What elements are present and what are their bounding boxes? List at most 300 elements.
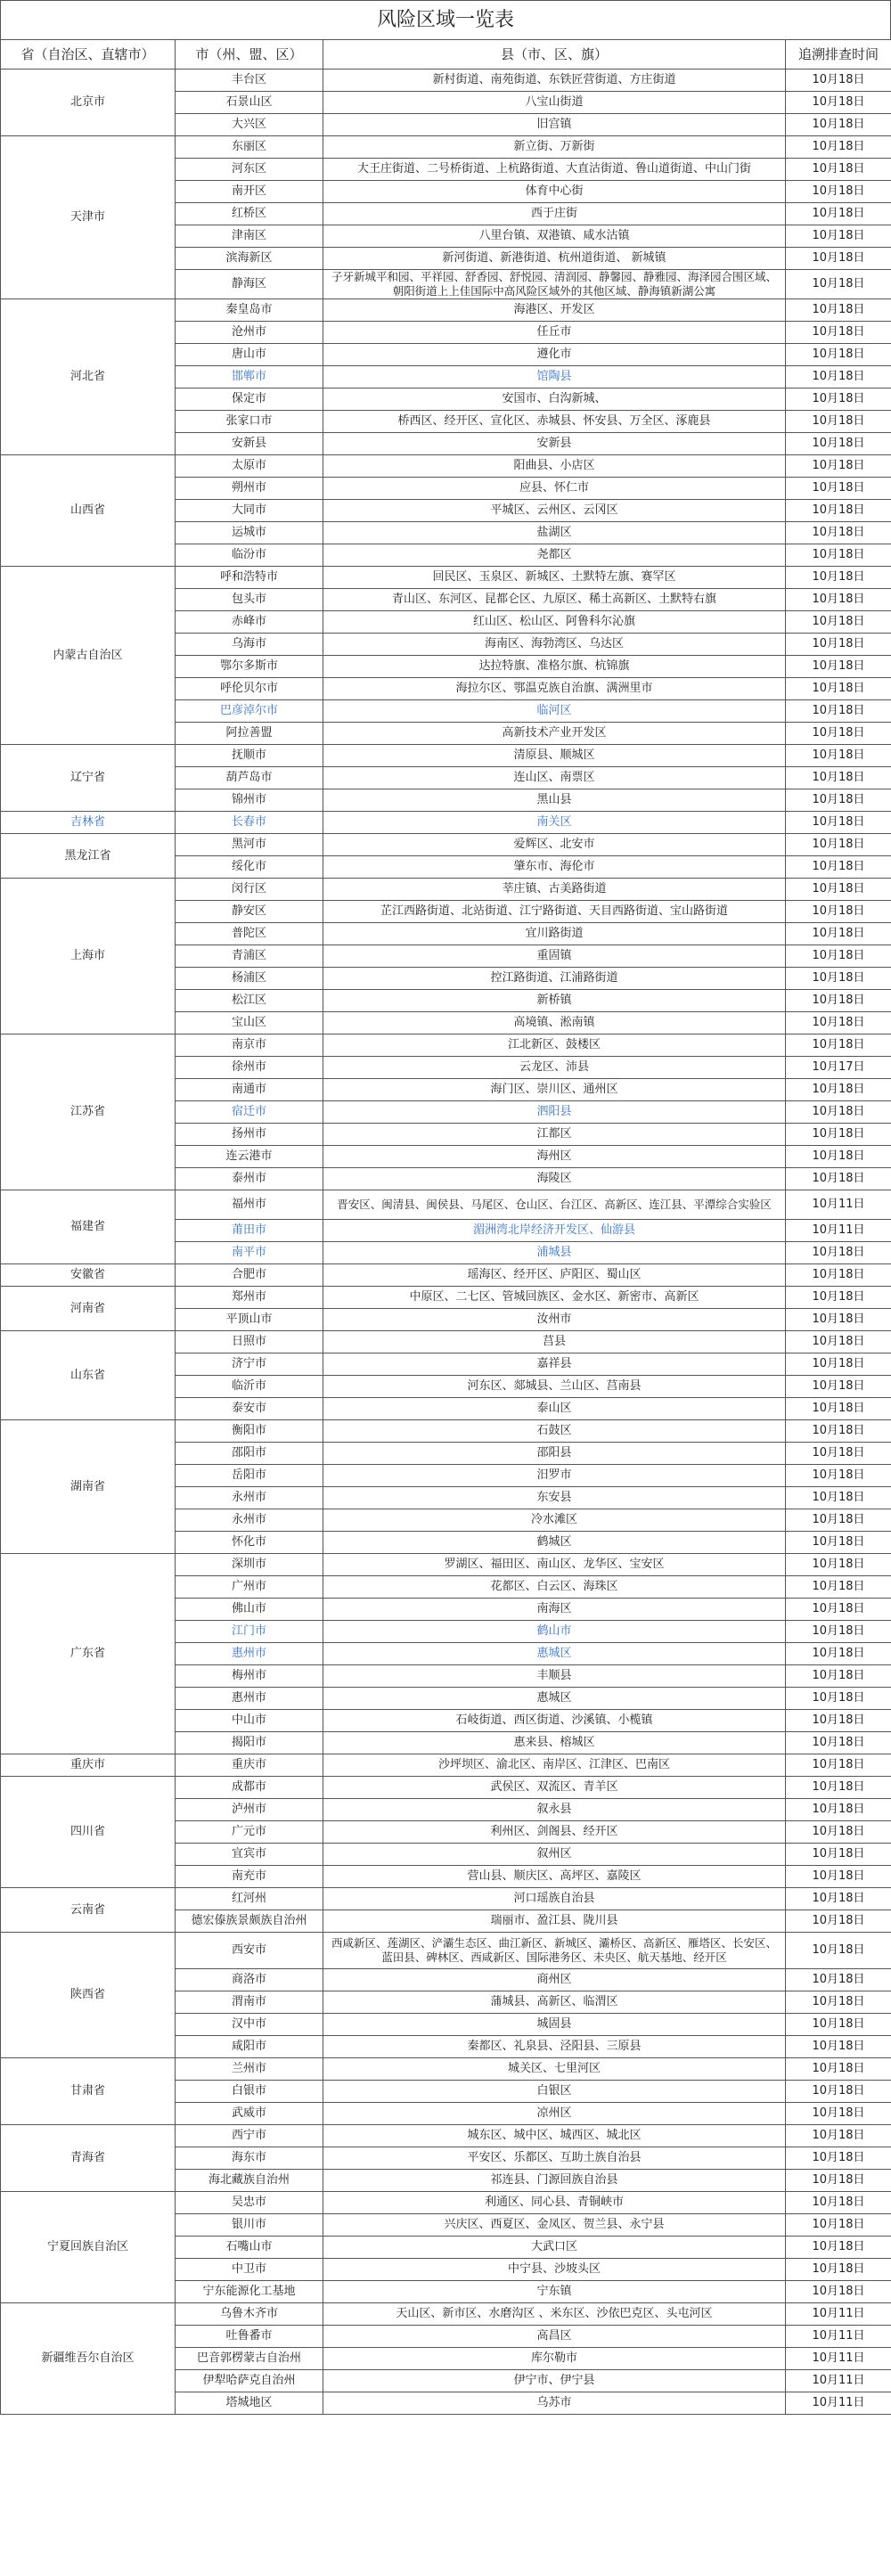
date-cell: 10月18日 [786,1124,891,1146]
date-cell: 10月18日 [786,856,891,879]
province-cell: 云南省 [1,1888,176,1933]
county-cell: 武侯区、双流区、青羊区 [323,1777,786,1799]
city-cell: 太原市 [176,455,323,478]
city-cell: 南京市 [176,1034,323,1057]
city-cell: 宝山区 [176,1012,323,1034]
city-cell: 中卫市 [176,2259,323,2281]
city-cell: 呼和浩特市 [176,567,323,589]
county-cell: 祁连县、门源回族自治县 [323,2170,786,2192]
date-cell: 10月18日 [786,2281,891,2303]
date-cell: 10月11日 [786,2370,891,2392]
city-cell: 运城市 [176,522,323,544]
date-cell: 10月18日 [786,1665,891,1688]
county-cell: 控江路街道、江浦路街道 [323,968,786,990]
table-body [1,70,891,2415]
county-cell: 惠来县、榕城区 [323,1732,786,1754]
city-cell: 广州市 [176,1576,323,1599]
date-cell: 10月18日 [786,411,891,433]
city-cell: 朔州市 [176,478,323,500]
city-cell: 葫芦岛市 [176,767,323,789]
date-cell: 10月18日 [786,1101,891,1124]
date-cell: 10月18日 [786,968,891,990]
date-cell: 10月18日 [786,1732,891,1754]
date-cell: 10月18日 [786,1821,891,1844]
date-cell: 10月18日 [786,901,891,923]
province-cell: 甘肃省 [1,2058,176,2125]
province-cell: 广东省 [1,1554,176,1754]
date-cell: 10月18日 [786,1933,891,1969]
table-row [1,299,891,322]
county-cell: 丰顺县 [323,1665,786,1688]
county-cell: 乌苏市 [323,2392,786,2415]
county-cell: 海港区、开发区 [323,299,786,322]
province-cell: 天津市 [1,136,176,299]
date-cell: 10月18日 [786,388,891,411]
date-cell: 10月18日 [786,1331,891,1353]
county-cell: 平城区、云州区、云冈区 [323,500,786,522]
city-cell: 邯郸市 [176,366,323,388]
city-cell: 绥化市 [176,856,323,879]
county-cell: 连山区、南票区 [323,767,786,789]
date-cell: 10月18日 [786,745,891,767]
province-cell: 福建省 [1,1190,176,1264]
date-cell: 10月18日 [786,114,891,136]
county-cell: 中宁县、沙坡头区 [323,2259,786,2281]
date-cell: 10月18日 [786,723,891,745]
date-cell: 10月18日 [786,159,891,181]
table-row [1,2192,891,2214]
city-cell: 岳阳市 [176,1465,323,1487]
date-cell: 10月18日 [786,2147,891,2170]
city-cell: 静安区 [176,901,323,923]
table-row [1,812,891,834]
table-row [1,1190,891,1220]
city-cell: 抚顺市 [176,745,323,767]
county-cell: 叙永县 [323,1799,786,1821]
risk-area-table [0,39,891,2415]
county-cell: 花都区、白云区、海珠区 [323,1576,786,1599]
date-cell: 10月11日 [786,1220,891,1242]
city-cell: 宁东能源化工基地 [176,2281,323,2303]
city-cell: 衡阳市 [176,1420,323,1443]
date-cell: 10月18日 [786,1532,891,1554]
county-cell: 西咸新区、莲湖区、浐灞生态区、曲江新区、新城区、灞桥区、高新区、雁塔区、长安区、蓝田县、碑林区、西咸新区、国际港务区、未央区、航天基地、经开区 [323,1933,786,1969]
city-cell: 红河州 [176,1888,323,1910]
date-cell: 10月18日 [786,1688,891,1710]
date-cell: 10月18日 [786,1012,891,1034]
county-cell: 阳曲县、小店区 [323,455,786,478]
province-cell: 辽宁省 [1,745,176,812]
province-cell: 北京市 [1,70,176,136]
table-row [1,2303,891,2326]
county-cell: 营山县、顺庆区、高坪区、嘉陵区 [323,1866,786,1888]
province-cell: 陕西省 [1,1933,176,2058]
city-cell: 黑河市 [176,834,323,856]
city-cell: 松江区 [176,990,323,1012]
city-cell: 宿迁市 [176,1101,323,1124]
date-cell: 10月11日 [786,2348,891,2370]
county-cell: 西于庄街 [323,203,786,225]
city-cell: 包头市 [176,589,323,611]
county-cell: 青山区、东河区、昆都仑区、九原区、稀土高新区、土默特右旗 [323,589,786,611]
city-cell: 郑州市 [176,1287,323,1309]
city-cell: 乌海市 [176,634,323,656]
date-cell: 10月18日 [786,1509,891,1532]
date-cell: 10月18日 [786,1398,891,1420]
date-cell: 10月18日 [786,1888,891,1910]
county-cell: 新河街道、新港街道、杭州道街道、 新城镇 [323,248,786,270]
city-cell: 青浦区 [176,945,323,968]
county-cell: 晋安区、闽清县、闽侯县、马尾区、仓山区、台江区、高新区、连江县、平潭综合实验区 [323,1190,786,1220]
county-cell: 尧都区 [323,544,786,567]
city-cell: 泰安市 [176,1398,323,1420]
date-cell: 10月18日 [786,1264,891,1287]
date-cell: 10月11日 [786,1190,891,1220]
city-cell: 怀化市 [176,1532,323,1554]
date-cell: 10月18日 [786,1643,891,1665]
date-cell: 10月18日 [786,299,891,322]
county-cell: 南海区 [323,1599,786,1621]
date-cell: 10月18日 [786,656,891,678]
date-cell: 10月18日 [786,1287,891,1309]
county-cell: 莒县 [323,1331,786,1353]
county-cell: 城东区、城中区、城西区、城北区 [323,2125,786,2147]
city-cell: 南通市 [176,1079,323,1101]
date-cell: 10月18日 [786,834,891,856]
county-cell: 海南区、海勃湾区、乌达区 [323,634,786,656]
county-cell: 泰山区 [323,1398,786,1420]
county-cell: 馆陶县 [323,366,786,388]
date-cell: 10月18日 [786,700,891,723]
table-row [1,1933,891,1969]
city-cell: 塔城地区 [176,2392,323,2415]
county-cell: 莘庄镇、古美路街道 [323,879,786,901]
city-cell: 大兴区 [176,114,323,136]
date-cell: 10月18日 [786,1799,891,1821]
county-cell: 八宝山街道 [323,92,786,114]
city-cell: 临汾市 [176,544,323,567]
county-cell: 云龙区、沛县 [323,1057,786,1079]
date-cell: 10月18日 [786,203,891,225]
city-cell: 连云港市 [176,1146,323,1168]
table-row [1,1331,891,1353]
date-cell: 10月18日 [786,2103,891,2125]
city-cell: 汉中市 [176,2014,323,2036]
city-cell: 平顶山市 [176,1309,323,1331]
date-cell: 10月18日 [786,1465,891,1487]
date-cell: 10月18日 [786,1420,891,1443]
county-cell: 汝州市 [323,1309,786,1331]
county-cell: 浦城县 [323,1242,786,1264]
date-cell: 10月18日 [786,879,891,901]
city-cell: 重庆市 [176,1754,323,1777]
county-cell: 嘉祥县 [323,1353,786,1376]
city-cell: 济宁市 [176,1353,323,1376]
county-cell: 惠城区 [323,1688,786,1710]
county-cell: 高新技术产业开发区 [323,723,786,745]
city-cell: 长春市 [176,812,323,834]
county-cell: 东安县 [323,1487,786,1509]
city-cell: 江门市 [176,1621,323,1643]
date-cell: 10月18日 [786,1910,891,1933]
date-cell: 10月18日 [786,1969,891,1991]
table-row [1,1034,891,1057]
county-cell: 遵化市 [323,344,786,366]
county-cell: 新村街道、南苑街道、东铁匠营街道、方庄街道 [323,70,786,92]
city-cell: 安新县 [176,433,323,455]
county-cell: 海陵区 [323,1168,786,1190]
date-cell: 10月18日 [786,1866,891,1888]
county-cell: 白银区 [323,2081,786,2103]
city-cell: 南充市 [176,1866,323,1888]
date-cell: 10月18日 [786,225,891,248]
date-cell: 10月18日 [786,567,891,589]
county-cell: 新立街、万新街 [323,136,786,159]
city-cell: 滨海新区 [176,248,323,270]
date-cell: 10月18日 [786,634,891,656]
table-row [1,1754,891,1777]
county-cell: 利通区、同心县、青铜峡市 [323,2192,786,2214]
city-cell: 邵阳市 [176,1443,323,1465]
county-cell: 伊宁市、伊宁县 [323,2370,786,2392]
city-cell: 东丽区 [176,136,323,159]
province-cell: 青海省 [1,2125,176,2192]
city-cell: 巴彦淖尔市 [176,700,323,723]
date-cell: 10月18日 [786,500,891,522]
city-cell: 德宏傣族景颇族自治州 [176,1910,323,1933]
county-cell: 回民区、玉泉区、新城区、土默特左旗、赛罕区 [323,567,786,589]
city-cell: 呼伦贝尔市 [176,678,323,700]
city-cell: 惠州市 [176,1688,323,1710]
county-cell: 芷江西路街道、北站街道、江宁路街道、天目西路街道、宝山路街道 [323,901,786,923]
county-cell: 汨罗市 [323,1465,786,1487]
table-row [1,136,891,159]
city-cell: 西安市 [176,1933,323,1969]
county-cell: 旧宫镇 [323,114,786,136]
county-cell: 体育中心街 [323,181,786,203]
county-cell: 江北新区、鼓楼区 [323,1034,786,1057]
table-row [1,567,891,589]
city-cell: 唐山市 [176,344,323,366]
header-county: 县（市、区、旗） [323,40,786,70]
province-cell: 湖南省 [1,1420,176,1554]
city-cell: 咸阳市 [176,2036,323,2058]
date-cell: 10月18日 [786,2125,891,2147]
county-cell: 桥西区、经开区、宣化区、赤城县、怀安县、万全区、涿鹿县 [323,411,786,433]
city-cell: 保定市 [176,388,323,411]
city-cell: 成都市 [176,1777,323,1799]
table-row [1,2125,891,2147]
date-cell: 10月18日 [786,2170,891,2192]
date-cell: 10月18日 [786,2192,891,2214]
date-cell: 10月18日 [786,1754,891,1777]
county-cell: 任丘市 [323,322,786,344]
city-cell: 南开区 [176,181,323,203]
date-cell: 10月18日 [786,789,891,812]
date-cell: 10月18日 [786,322,891,344]
date-cell: 10月11日 [786,2326,891,2348]
county-cell: 大王庄街道、二号桥街道、上杭路街道、大直沽街道、鲁山道街道、中山门街 [323,159,786,181]
header-city: 市（州、盟、区） [176,40,323,70]
city-cell: 红桥区 [176,203,323,225]
province-cell: 宁夏回族自治区 [1,2192,176,2303]
date-cell: 10月18日 [786,1844,891,1866]
county-cell: 应县、怀仁市 [323,478,786,500]
table-row [1,455,891,478]
province-cell: 安徽省 [1,1264,176,1287]
county-cell: 高境镇、淞南镇 [323,1012,786,1034]
city-cell: 丰台区 [176,70,323,92]
city-cell: 河东区 [176,159,323,181]
city-cell: 永州市 [176,1487,323,1509]
county-cell: 兴庆区、西夏区、金凤区、贺兰县、永宁县 [323,2214,786,2237]
county-cell: 石岐街道、西区街道、沙溪镇、小榄镇 [323,1710,786,1732]
province-cell: 上海市 [1,879,176,1034]
date-cell: 10月17日 [786,1057,891,1079]
date-cell: 10月18日 [786,767,891,789]
city-cell: 南平市 [176,1242,323,1264]
county-cell: 天山区、新市区、水磨沟区 、米东区、沙依巴克区、头屯河区 [323,2303,786,2326]
table-row [1,1777,891,1799]
county-cell: 平安区、乐都区、互助土族自治县 [323,2147,786,2170]
page-title: 风险区域一览表 [0,0,891,39]
county-cell: 大武口区 [323,2237,786,2259]
county-cell: 重固镇 [323,945,786,968]
city-cell: 白银市 [176,2081,323,2103]
city-cell: 杨浦区 [176,968,323,990]
city-cell: 梅州市 [176,1665,323,1688]
date-cell: 10月18日 [786,478,891,500]
county-cell: 八里台镇、双港镇、咸水沽镇 [323,225,786,248]
date-cell: 10月18日 [786,1991,891,2014]
city-cell: 吐鲁番市 [176,2326,323,2348]
date-cell: 10月18日 [786,70,891,92]
date-cell: 10月18日 [786,812,891,834]
date-cell: 10月18日 [786,270,891,299]
county-cell: 海门区、崇川区、通州区 [323,1079,786,1101]
city-cell: 静海区 [176,270,323,299]
city-cell: 广元市 [176,1821,323,1844]
date-cell: 10月18日 [786,2036,891,2058]
city-cell: 海北藏族自治州 [176,2170,323,2192]
date-cell: 10月18日 [786,136,891,159]
county-cell: 鹤城区 [323,1532,786,1554]
date-cell: 10月18日 [786,2058,891,2081]
date-cell: 10月18日 [786,1554,891,1576]
city-cell: 阿拉善盟 [176,723,323,745]
county-cell: 安国市、白沟新城、 [323,388,786,411]
date-cell: 10月18日 [786,366,891,388]
table-row [1,1420,891,1443]
county-cell: 临河区 [323,700,786,723]
date-cell: 10月18日 [786,1034,891,1057]
date-cell: 10月18日 [786,1777,891,1799]
city-cell: 揭阳市 [176,1732,323,1754]
city-cell: 巴音郭楞蒙古自治州 [176,2348,323,2370]
date-cell: 10月18日 [786,433,891,455]
province-cell: 重庆市 [1,1754,176,1777]
table-row [1,70,891,92]
county-cell: 凉州区 [323,2103,786,2125]
county-cell: 河东区、郯城县、兰山区、莒南县 [323,1376,786,1398]
county-cell: 达拉特旗、准格尔旗、杭锦旗 [323,656,786,678]
date-cell: 10月18日 [786,945,891,968]
city-cell: 闵行区 [176,879,323,901]
date-cell: 10月18日 [786,990,891,1012]
city-cell: 石嘴山市 [176,2237,323,2259]
date-cell: 10月18日 [786,522,891,544]
city-cell: 扬州市 [176,1124,323,1146]
city-cell: 张家口市 [176,411,323,433]
county-cell: 盐湖区 [323,522,786,544]
city-cell: 深圳市 [176,1554,323,1576]
county-cell: 蒲城县、高新区、临渭区 [323,1991,786,2014]
city-cell: 泸州市 [176,1799,323,1821]
date-cell: 10月18日 [786,611,891,634]
province-cell: 吉林省 [1,812,176,834]
county-cell: 泗阳县 [323,1101,786,1124]
city-cell: 海东市 [176,2147,323,2170]
province-cell: 河南省 [1,1287,176,1331]
city-cell: 乌鲁木齐市 [176,2303,323,2326]
date-cell: 10月18日 [786,344,891,366]
date-cell: 10月18日 [786,248,891,270]
city-cell: 永州市 [176,1509,323,1532]
county-cell: 爱辉区、北安市 [323,834,786,856]
county-cell: 叙州区 [323,1844,786,1866]
date-cell: 10月18日 [786,589,891,611]
date-cell: 10月18日 [786,92,891,114]
city-cell: 福州市 [176,1190,323,1220]
county-cell: 惠城区 [323,1643,786,1665]
county-cell: 利州区、剑阁县、经开区 [323,1821,786,1844]
date-cell: 10月18日 [786,2237,891,2259]
date-cell: 10月18日 [786,1079,891,1101]
city-cell: 普陀区 [176,923,323,945]
city-cell: 宜宾市 [176,1844,323,1866]
province-cell: 山西省 [1,455,176,567]
date-cell: 10月18日 [786,1576,891,1599]
date-cell: 10月18日 [786,1146,891,1168]
city-cell: 中山市 [176,1710,323,1732]
table-row [1,834,891,856]
date-cell: 10月18日 [786,544,891,567]
table-header-row [1,40,891,70]
county-cell: 秦都区、礼泉县、泾阳县、三原县 [323,2036,786,2058]
county-cell: 城关区、七里河区 [323,2058,786,2081]
city-cell: 银川市 [176,2214,323,2237]
city-cell: 兰州市 [176,2058,323,2081]
city-cell: 临沂市 [176,1376,323,1398]
county-cell: 冷水滩区 [323,1509,786,1532]
county-cell: 沙坪坝区、渝北区、南岸区、江津区、巴南区 [323,1754,786,1777]
date-cell: 10月18日 [786,2259,891,2281]
city-cell: 石景山区 [176,92,323,114]
county-cell: 肇东市、海伦市 [323,856,786,879]
county-cell: 湄洲湾北岸经济开发区、仙游县 [323,1220,786,1242]
county-cell: 南关区 [323,812,786,834]
county-cell: 河口瑶族自治县 [323,1888,786,1910]
county-cell: 高昌区 [323,2326,786,2348]
city-cell: 赤峰市 [176,611,323,634]
city-cell: 莆田市 [176,1220,323,1242]
table-row [1,2058,891,2081]
province-cell: 四川省 [1,1777,176,1888]
city-cell: 渭南市 [176,1991,323,2014]
date-cell: 10月18日 [786,1621,891,1643]
date-cell: 10月18日 [786,2014,891,2036]
county-cell: 瑞丽市、盈江县、陇川县 [323,1910,786,1933]
